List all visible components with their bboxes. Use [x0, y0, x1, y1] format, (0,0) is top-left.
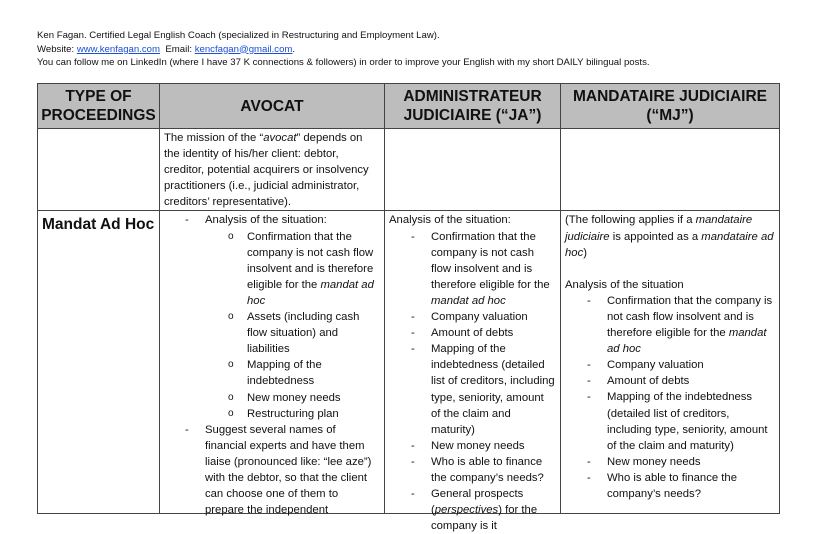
col-header-ja: ADMINISTRATEUR JUDICIAIRE (“JA”) — [385, 84, 561, 129]
cell-empty — [385, 129, 561, 211]
contact-line: Website: www.kenfagan.com Email: kencfagan@gmail.com. — [37, 43, 296, 55]
list-item: o Assets (including cash flow situation) and liabilities — [247, 309, 380, 357]
list-item: o Confirmation that the company is not cash flow insolvent and is therefore eligible for the mandat ad hoc — [247, 229, 380, 309]
list-item: - Suggest several names of financial experts and have them liaise (pronounced like: “lee aze”) with the debtor, so that the client can choose one of them to prepare the independent — [205, 422, 380, 519]
table-row — [38, 211, 780, 514]
cell-avocat-mandat — [160, 211, 385, 517]
cell-ja-mandat — [385, 211, 561, 533]
list-item: - Company valuation — [607, 357, 775, 373]
list-item: o Mapping of the indebtedness — [247, 357, 380, 389]
cell-empty — [38, 129, 160, 211]
cell-avocat-mission: The mission of the “avocat” depends on the identity of his/her client: debtor, creditor, potential acquirers or insolvency practitioners (i.e., judicial administrator, creditors’ representative). — [160, 129, 385, 211]
list-item: - Company valuation — [431, 309, 556, 325]
list-item: - Mapping of the indebtedness (detailed list of creditors, including type, seniority, amount of the claim and maturity) — [431, 341, 556, 438]
ja-analysis: Analysis of the situation: — [389, 214, 511, 227]
linkedin-line: You can follow me on LinkedIn (where I have 37 K connections & followers) in order to improve your English with my short DAILY bilingual posts. — [37, 57, 650, 68]
list-item: - New money needs — [607, 454, 775, 470]
list-item: - Who is able to finance the company’s needs? — [431, 454, 556, 486]
list-item: o Restructuring plan — [247, 406, 380, 422]
mj-intro: (The following applies if a mandataire judiciaire is appointed as a mandataire ad hoc) — [565, 214, 774, 259]
website-label: Website: — [37, 43, 77, 55]
mj-analysis: Analysis of the situation — [565, 278, 684, 291]
table-header-row — [38, 84, 780, 129]
col-header-type: TYPE OF PROCEEDINGS — [38, 84, 160, 129]
list-item: - Confirmation that the company is not cash flow insolvent and is therefore eligible for the mandat ad hoc — [431, 229, 556, 309]
proceedings-table — [37, 83, 780, 533]
email-label: Email: — [165, 43, 195, 55]
website-link[interactable]: www.kenfagan.com — [76, 43, 161, 55]
author-line: Ken Fagan. Certified Legal English Coach (specialized in Restructuring and Employment Law). — [37, 30, 440, 41]
list-item: - General prospects (perspectives) for the company is it — [431, 486, 556, 534]
cell-mj-mandat — [561, 211, 780, 514]
col-header-avocat: AVOCAT — [160, 84, 385, 129]
list-item: o New money needs — [247, 390, 380, 406]
row-label-mandat-ad-hoc: Mandat Ad Hoc — [38, 211, 160, 514]
email-link[interactable]: kencfagan@gmail.com — [194, 43, 293, 55]
list-item: - Amount of debts — [607, 373, 775, 389]
list-item: - Analysis of the situation: o Confirmation that the company is not cash flow insolvent and is therefore eligible for the mandat ad hoc o Assets (including cash flow situation) and liabilities o Mapping of the indebtedness o New money needs o Restructuring plan — [205, 212, 380, 421]
list-item: - Confirmation that the company is not cash flow insolvent and is therefore eligible for the mandat ad hoc — [607, 293, 775, 357]
col-header-mj: MANDATAIRE JUDICIAIRE (“MJ”) — [561, 84, 780, 129]
document-header — [37, 29, 650, 70]
list-item: - Who is able to finance the company’s needs? — [607, 470, 775, 502]
table-row — [38, 129, 780, 211]
cell-empty — [561, 129, 780, 211]
list-item: - New money needs — [431, 438, 556, 454]
list-item: - Amount of debts — [431, 325, 556, 341]
list-item: - Mapping of the indebtedness (detailed list of creditors, including type, seniority, amount of the claim and maturity) — [607, 389, 775, 453]
